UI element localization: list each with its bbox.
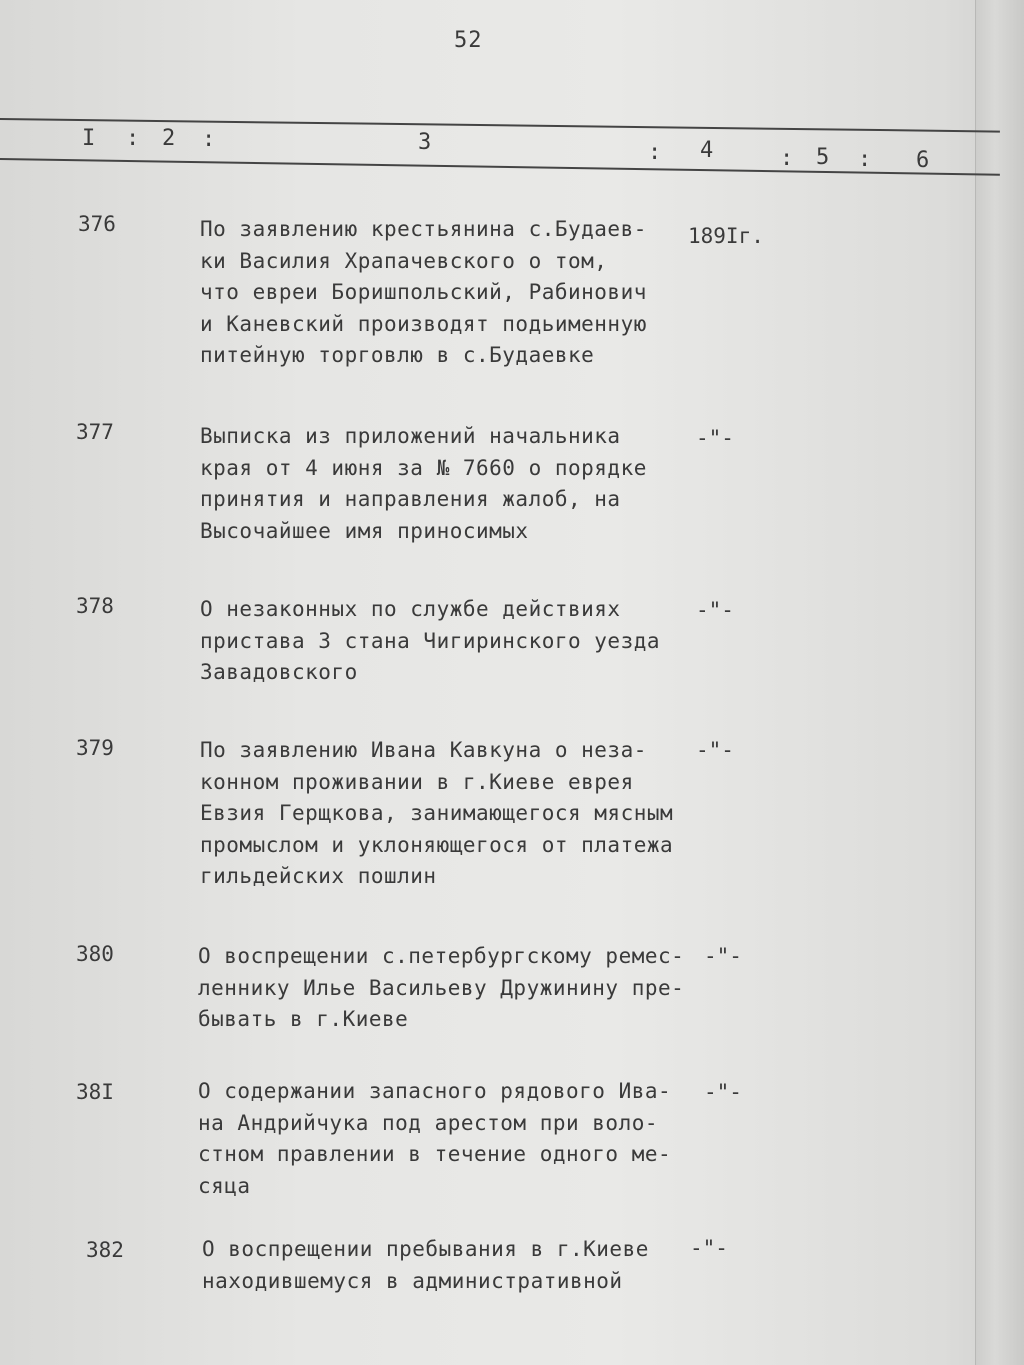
column-separator: : xyxy=(858,147,872,172)
description-line: По заявлению Ивана Кавкуна о неза- xyxy=(200,738,647,762)
description-line: Высочайшее имя приносимых xyxy=(200,518,529,543)
description-line: По заявлению крестьянина с.Будаев- xyxy=(200,217,647,241)
row-description xyxy=(200,594,660,689)
row-date: -"- xyxy=(696,426,734,450)
description-line: конном проживании в г.Киеве еврея xyxy=(200,769,634,794)
column-header-2: 2 xyxy=(162,126,176,151)
row-description xyxy=(200,214,647,372)
description-line: питейную торговлю в с.Будаевке xyxy=(200,343,595,367)
description-line: находившемуся в административной xyxy=(202,1268,623,1293)
row-number: 377 xyxy=(76,420,114,444)
description-line: бывать в г.Киеве xyxy=(198,1007,409,1031)
row-number: 38I xyxy=(76,1080,114,1104)
description-line: принятия и направления жалоб, на xyxy=(200,487,621,511)
row-description xyxy=(202,1234,649,1297)
description-line: стном правлении в течение одного ме- xyxy=(198,1142,672,1166)
row-date: -"- xyxy=(704,944,742,968)
column-header-1: I xyxy=(82,126,96,151)
description-line: О воспрещении пребывания в г.Киеве xyxy=(202,1237,649,1261)
row-number: 379 xyxy=(76,736,114,760)
column-separator: : xyxy=(780,146,794,171)
description-line: и Каневский производят подьименную xyxy=(200,311,647,336)
column-header-6: 6 xyxy=(916,148,930,173)
row-number: 380 xyxy=(76,942,114,966)
description-line: края от 4 июня за № 7660 о порядке xyxy=(200,455,647,480)
description-line: О содержании запасного рядового Ива- xyxy=(198,1079,672,1103)
description-line: сяца xyxy=(198,1173,251,1198)
column-separator: : xyxy=(202,127,216,152)
description-line: Выписка из приложений начальника xyxy=(200,424,621,448)
row-date: -"- xyxy=(704,1080,742,1104)
row-description xyxy=(200,735,673,893)
row-number: 382 xyxy=(86,1238,124,1262)
description-line: пристава 3 стана Чигиринского уезда xyxy=(200,628,661,653)
page-number: 52 xyxy=(454,28,483,53)
row-number: 378 xyxy=(76,594,114,618)
column-header-4: 4 xyxy=(700,138,714,163)
description-line: Евзия Герщкова, занимающегося мясным xyxy=(200,801,674,825)
description-line: гильдейских пошлин xyxy=(200,864,437,888)
description-line: О воспрещении с.петербургскому ремес- xyxy=(198,944,685,968)
row-number: 376 xyxy=(78,212,116,236)
row-description xyxy=(200,421,647,547)
description-line: что евреи Боришпольский, Рабинович xyxy=(200,280,647,304)
column-separator: : xyxy=(126,126,140,151)
row-date: -"- xyxy=(696,598,734,622)
description-line: Завадовского xyxy=(200,660,358,684)
row-description xyxy=(198,941,684,1036)
description-line: леннику Илье Васильеву Дружинину пре- xyxy=(198,975,685,1000)
description-line: на Андрийчука под арестом при воло- xyxy=(198,1110,659,1135)
column-header-3: 3 xyxy=(418,130,432,155)
row-date: -"- xyxy=(690,1236,728,1260)
column-header-5: 5 xyxy=(816,145,830,170)
next-sheet-edge xyxy=(975,0,1024,1365)
description-line: промыслом и уклоняющегося от платежа xyxy=(200,832,674,857)
row-date: 189Iг. xyxy=(688,224,764,248)
header-rule-top xyxy=(0,118,1000,133)
column-separator: : xyxy=(648,140,662,165)
header-rule-bottom xyxy=(0,158,1000,176)
row-date: -"- xyxy=(696,738,734,762)
description-line: ки Василия Храпачевского о том, xyxy=(200,248,608,273)
row-description xyxy=(198,1076,671,1202)
description-line: О незаконных по службе действиях xyxy=(200,597,621,621)
